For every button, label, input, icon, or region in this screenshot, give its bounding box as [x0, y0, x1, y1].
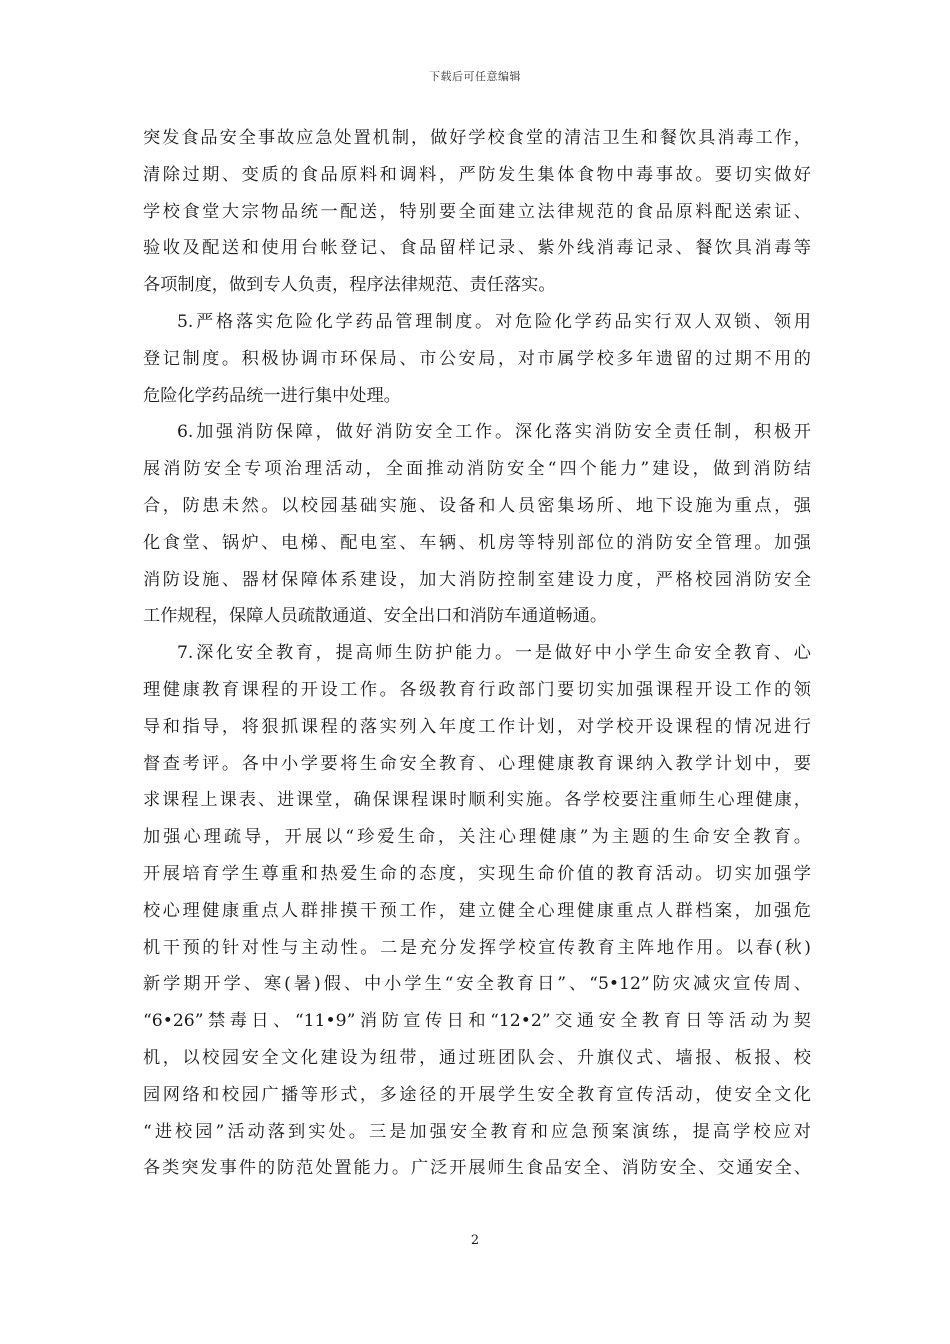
text-line: 学校食堂大宗物品统一配送，特别要全面建立法律规范的食品原料配送索证、: [143, 201, 811, 222]
text-line: 导和指导，将狠抓课程的落实列入年度工作计划，对学校开设课程的情况进行: [143, 716, 811, 737]
text-line: 校心理健康重点人群排摸干预工作，建立健全心理健康重点人群档案，加强危: [143, 900, 811, 921]
text-line: 各项制度，做到专人负责，程序法律规范、责任落实。: [143, 275, 556, 296]
text-line: 登记制度。积极协调市环保局、市公安局，对市属学校多年遗留的过期不用的: [143, 348, 811, 369]
page-header-note: 下载后可任意编辑: [429, 70, 521, 83]
text-line: 加强心理疏导，开展以“珍爱生命，关注心理健康”为主题的生命安全教育。: [143, 827, 811, 848]
paragraph-start-line: 5.严格落实危险化学药品管理制度。对危险化学药品实行双人双锁、领用: [177, 311, 811, 332]
paragraph-start-line: 7.深化安全教育，提高师生防护能力。一是做好中小学生命安全教育、心: [177, 643, 811, 664]
text-line: 各类突发事件的防范处置能力。广泛开展师生食品安全、消防安全、交通安全、: [143, 1158, 811, 1179]
page-number: 2: [470, 1233, 480, 1248]
text-line: 理健康教育课程的开设工作。各级教育行政部门要切实加强课程开设工作的领: [143, 679, 811, 700]
text-line: 清除过期、变质的食品原料和调料，严防发生集体食物中毒事故。要切实做好: [143, 164, 811, 185]
text-line: 新学期开学、寒(暑)假、中小学生“安全教育日”、“5•12”防灾减灾宣传周、: [143, 974, 811, 995]
text-line: 开展培育学生尊重和热爱生命的态度，实现生命价值的教育活动。切实加强学: [143, 863, 811, 884]
text-line: 督查考评。各中小学要将生命安全教育、心理健康教育课纳入教学计划中，要: [143, 753, 811, 774]
text-line: 机干预的针对性与主动性。二是充分发挥学校宣传教育主阵地作用。以春(秋): [143, 937, 811, 958]
text-line: 验收及配送和使用台帐登记、食品留样记录、紫外线消毒记录、餐饮具消毒等: [143, 238, 811, 259]
text-line: 园网络和校园广播等形式，多途径的开展学生安全教育宣传活动，使安全文化: [143, 1084, 811, 1105]
text-line: 工作规程，保障人员疏散通道、安全出口和消防车通道畅通。: [143, 606, 608, 627]
text-line: 合，防患未然。以校园基础实施、设备和人员密集场所、地下设施为重点，强: [143, 495, 811, 516]
text-line: “6•26”禁毒日、“11•9”消防宣传日和“12•2”交通安全教育日等活动为契: [143, 1011, 811, 1032]
text-line: 机，以校园安全文化建设为纽带，通过班团队会、升旗仪式、墙报、板报、校: [143, 1047, 811, 1068]
text-line: 消防设施、器材保障体系建设，加大消防控制室建设力度，严格校园消防安全: [143, 569, 811, 590]
text-line: “进校园”活动落到实处。三是加强安全教育和应急预案演练，提高学校应对: [143, 1121, 811, 1142]
body-text: [143, 120, 811, 1187]
paragraph-start-line: 6.加强消防保障，做好消防安全工作。深化落实消防安全责任制，积极开: [177, 422, 811, 443]
text-line: 突发食品安全事故应急处置机制，做好学校食堂的清洁卫生和餐饮具消毒工作，: [143, 128, 811, 148]
text-line: 求课程上课表、进课堂，确保课程课时顺利实施。各学校要注重师生心理健康，: [143, 790, 811, 811]
text-line: 危险化学药品统一进行集中处理。: [143, 385, 401, 406]
text-line: 展消防安全专项治理活动，全面推动消防安全“四个能力”建设，做到消防结: [143, 459, 811, 480]
text-line: 化食堂、锅炉、电梯、配电室、车辆、机房等特别部位的消防安全管理。加强: [143, 532, 811, 553]
